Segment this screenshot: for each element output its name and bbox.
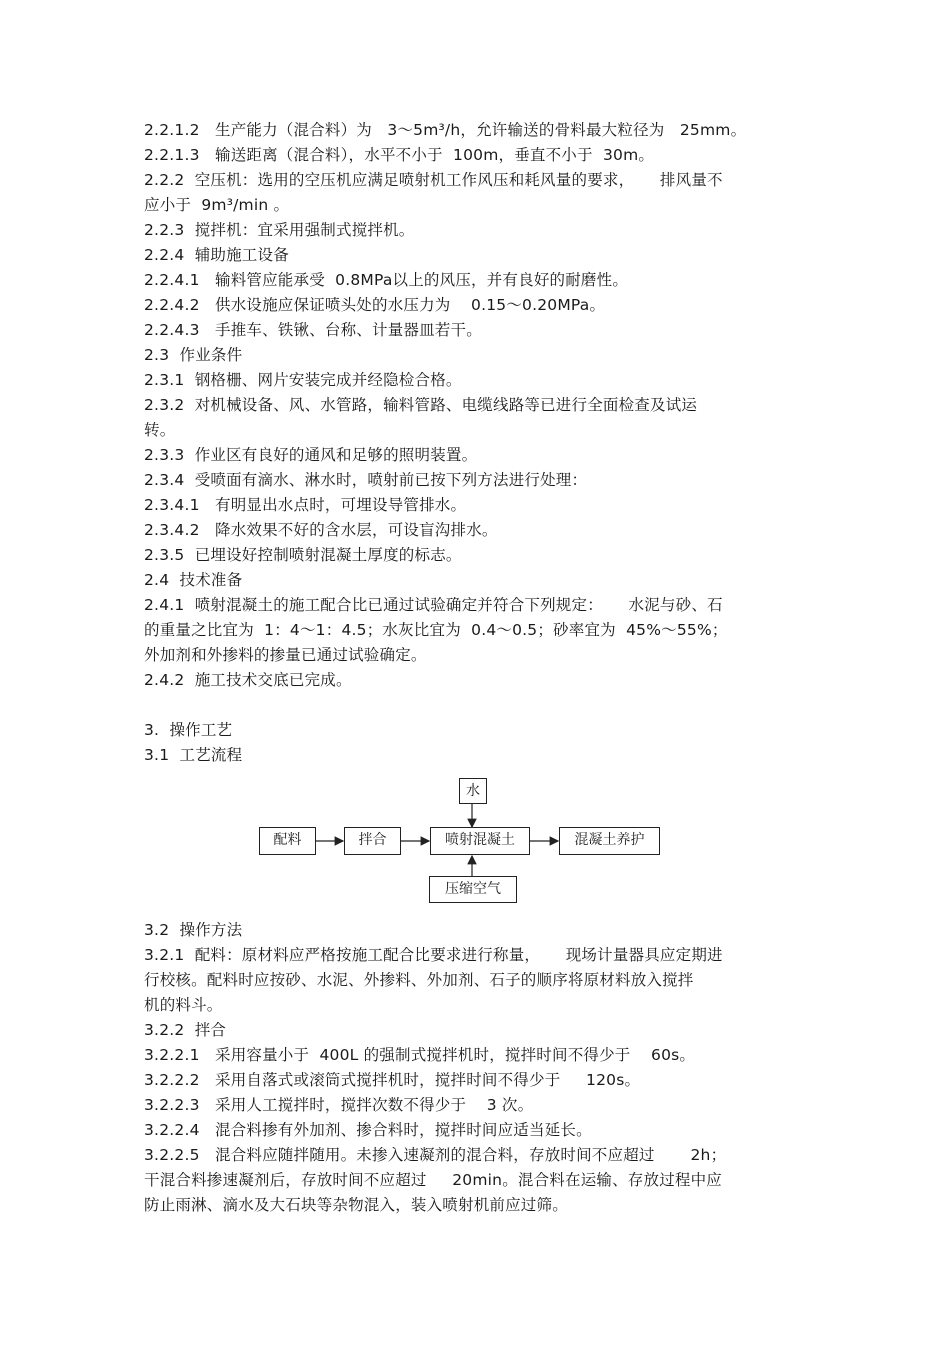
text-line-2-4-2: 2.4.2 施工技术交底已完成。 bbox=[144, 671, 352, 689]
text-line-3-2-2-4: 3.2.2.4 混合料掺有外加剂、掺合料时，搅拌时间应适当延长。 bbox=[144, 1121, 592, 1139]
flow-box-water: 水 bbox=[459, 778, 487, 804]
section-heading-3-2: 3.2 操作方法 bbox=[144, 921, 243, 939]
flow-box-curing: 混凝土养护 bbox=[559, 827, 660, 855]
text-line-2-2-2: 2.2.2 空压机：选用的空压机应满足喷射机工作风压和耗风量的要求， 排风量不 bbox=[144, 171, 723, 189]
flow-box-shotcrete: 喷射混凝土 bbox=[430, 827, 530, 855]
text-line-3-2-2-5-cont1: 干混合料掺速凝剂后，存放时间不应超过 20min。混合料在运输、存放过程中应 bbox=[144, 1171, 722, 1189]
text-line-2-3-5: 2.3.5 已埋设好控制喷射混凝土厚度的标志。 bbox=[144, 546, 462, 564]
text-line-2-3-3: 2.3.3 作业区有良好的通风和足够的照明装置。 bbox=[144, 446, 478, 464]
text-line-2-3-2-cont: 转。 bbox=[144, 421, 176, 439]
text-line-3-2-2-2: 3.2.2.2 采用自落式或滚筒式搅拌机时，搅拌时间不得少于 120s。 bbox=[144, 1071, 641, 1089]
text-line-3-2-2-5-cont2: 防止雨淋、滴水及大石块等杂物混入，装入喷射机前应过筛。 bbox=[144, 1196, 568, 1214]
text-line-2-4-1-cont2: 外加剂和外掺料的掺量已通过试验确定。 bbox=[144, 646, 427, 664]
text-line-3-2-2-5: 3.2.2.5 混合料应随拌随用。未掺入速凝剂的混合料，存放时间不应超过 2h； bbox=[144, 1146, 727, 1164]
text-line-3-2-2-1: 3.2.2.1 采用容量小于 400L 的强制式搅拌机时，搅拌时间不得少于 60s。 bbox=[144, 1046, 696, 1064]
text-line-3-2-2-3: 3.2.2.3 采用人工搅拌时，搅拌次数不得少于 3 次。 bbox=[144, 1096, 534, 1114]
text-line-2-2-4-3: 2.2.4.3 手推车、铁锹、台称、计量器皿若干。 bbox=[144, 321, 482, 339]
section-heading-2-4: 2.4 技术准备 bbox=[144, 571, 243, 589]
text-line-3-2-1: 3.2.1 配料：原材料应严格按施工配合比要求进行称量， 现场计量器具应定期进 bbox=[144, 946, 723, 964]
text-line-2-2-1-2: 2.2.1.2 生产能力（混合料）为 3～5m³/h，允许输送的骨料最大粒径为 25mm。 bbox=[144, 121, 747, 139]
section-heading-2-3: 2.3 作业条件 bbox=[144, 346, 243, 364]
text-line-3-2-1-cont1: 行校核。配料时应按砂、水泥、外掺料、外加剂、石子的顺序将原材料放入搅拌 bbox=[144, 971, 694, 989]
section-heading-3-1: 3.1 工艺流程 bbox=[144, 746, 243, 764]
text-line-3-2-1-cont2: 机的料斗。 bbox=[144, 996, 223, 1014]
chapter-heading-3: 3. 操作工艺 bbox=[144, 721, 233, 739]
text-line-2-3-2: 2.3.2 对机械设备、风、水管路，输料管路、电缆线路等已进行全面检查及试运 bbox=[144, 396, 698, 414]
text-line-2-2-2-cont: 应小于 9m³/min 。 bbox=[144, 196, 290, 214]
flow-box-mixing: 拌合 bbox=[344, 827, 401, 855]
text-line-2-2-4-1: 2.2.4.1 输料管应能承受 0.8MPa以上的风压，并有良好的耐磨性。 bbox=[144, 271, 629, 289]
text-line-2-3-4: 2.3.4 受喷面有滴水、淋水时，喷射前已按下列方法进行处理： bbox=[144, 471, 588, 489]
text-line-2-3-1: 2.3.1 钢格栅、网片安装完成并经隐检合格。 bbox=[144, 371, 462, 389]
text-line-2-4-1-cont1: 的重量之比宜为 1：4～1：4.5；水灰比宜为 0.4～0.5；砂率宜为 45%～55%； bbox=[144, 621, 728, 639]
text-line-2-4-1: 2.4.1 喷射混凝土的施工配合比已通过试验确定并符合下列规定： 水泥与砂、石 bbox=[144, 596, 723, 614]
text-line-2-2-3: 2.2.3 搅拌机：宜采用强制式搅拌机。 bbox=[144, 221, 415, 239]
text-line-2-3-4-2: 2.3.4.2 降水效果不好的含水层，可设盲沟排水。 bbox=[144, 521, 498, 539]
text-line-2-2-1-3: 2.2.1.3 输送距离（混合料），水平不小于 100m，垂直不小于 30m。 bbox=[144, 146, 655, 164]
section-heading-3-2-2: 3.2.2 拌合 bbox=[144, 1021, 227, 1039]
text-line-2-3-4-1: 2.3.4.1 有明显出水点时，可埋设导管排水。 bbox=[144, 496, 467, 514]
flow-box-compressed-air: 压缩空气 bbox=[429, 876, 517, 903]
text-line-2-2-4: 2.2.4 辅助施工设备 bbox=[144, 246, 289, 264]
text-line-2-2-4-2: 2.2.4.2 供水设施应保证喷头处的水压力为 0.15～0.20MPa。 bbox=[144, 296, 606, 314]
flow-box-batching: 配料 bbox=[259, 827, 316, 855]
